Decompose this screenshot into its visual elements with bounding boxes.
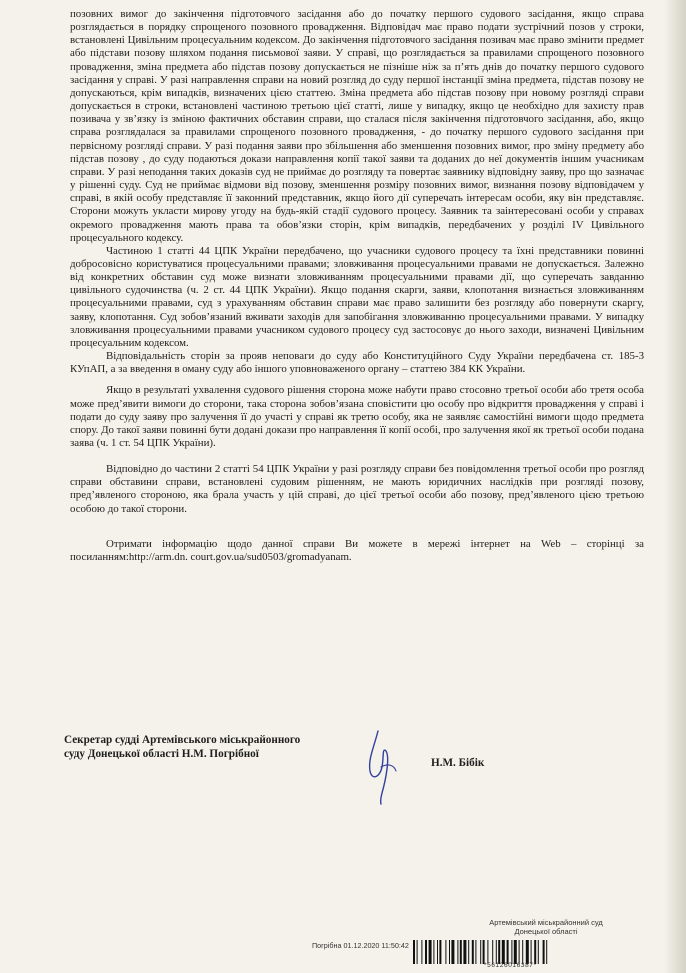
- barcode-bar: [531, 940, 532, 964]
- barcode-bar: [468, 940, 469, 964]
- handwritten-signature: [360, 727, 410, 805]
- signature-title-line-1: Секретар судді Артемівського міськрайонного: [64, 734, 301, 746]
- signature-title: [64, 733, 300, 761]
- barcode-bar: [522, 940, 523, 964]
- barcode-bar: [437, 940, 438, 964]
- barcode-bar: [421, 940, 422, 964]
- barcode-bar: [463, 940, 466, 964]
- barcode-bar: [483, 940, 485, 964]
- barcode-bar: [449, 940, 450, 964]
- paragraph-3: Відповідальність сторін за прояв неповаги до суду або Конституційного Суду України передбачена ст. 185-3 КУпАП, а за введення в оману суду або іншого уповноваженого органу – статтею 384 КК України.: [70, 350, 644, 376]
- signature-name: Н.М. Бібік: [431, 757, 485, 769]
- paragraph-2: Частиною 1 статті 44 ЦПК України передбачено, що учасники судового процесу та їхні представники повинні добросовісно користуватися процесуальними правами; зловживання процесуальними правами не допускається. Залежно від конкретних обставин суд може визнати зловживанням процесуальними правами дії, що суперечать завданню цивільного судочинства (ч. 2 ст. 44 ЦПК України). Якщо подання скарги, заяви, клопотання визнається зловживанням процесуальними правами, суд з урахуванням обставин справи має право залишити без розгляду або повернути скаргу, заяву, клопотання. Суд зобов’язаний вживати заходів для запобігання зловживанню процесуальними правами. У випадку зловживання процесуальними правами учасником судового процесу суд застосовує до нього заходи, визначені Цивільним процесуальним кодексом.: [70, 244, 644, 349]
- barcode-bar: [480, 940, 481, 964]
- barcode-bar: [534, 940, 536, 964]
- barcode-bar: [475, 940, 476, 964]
- signature-title-line-2: суду Донецької області Н.М. Погрібної: [64, 748, 259, 760]
- info-link-paragraph: Отримати інформацію щодо данної справи Ви можете в мережі інтернет на Web – сторінці за посиланням:http://arm.dn. court.gov.ua/sud0503/gromadyanam.: [70, 537, 644, 563]
- barcode-bar: [445, 940, 446, 964]
- barcode-bar: [472, 940, 474, 964]
- barcode-bar: [439, 940, 441, 964]
- barcode-bar: [425, 940, 427, 964]
- barcode-bar: [433, 940, 434, 964]
- print-timestamp: Погрібна 01.12.2020 11:50:42: [312, 941, 409, 950]
- barcode-bar: [519, 940, 520, 964]
- barcode-number: *56126016387*: [484, 962, 537, 969]
- barcode-bar: [492, 940, 493, 964]
- paragraph-5: Відповідно до частини 2 статті 54 ЦПК України у разі розгляду справи без повідомлення третьої особи про розгляд справи обставини справи, встановлені судовим рішенням, не мають юридичних наслідків при розгляді позову, пред’явленого стороною, яка брала участь у цій справі, до цієї третьої особи або позову, пред’явленого цією третьою особою до такої сторони.: [70, 463, 644, 515]
- barcode-bar: [543, 940, 545, 964]
- paragraph-4: Якщо в результаті ухвалення судового рішення сторона може набути право стосовно третьої особи або третя особа може пред’явити вимоги до сторони, така сторона зобов’язана сповістити цю особу про відкриття провадження у справі і подати до суду заяву про залучення її до участі у справі як третю особу, яка не заявляє самостійні вимоги щодо предмета спору. До такої заяви повинні бути додані докази про направлення її копії особі, про залучення якої як третьої особи подана заява (ч. 1 ст. 54 ЦПК України).: [70, 384, 644, 449]
- barcode-bar: [429, 940, 432, 964]
- barcode-bar: [511, 940, 512, 964]
- barcode-bar: [546, 940, 547, 964]
- barcode: [413, 940, 645, 964]
- barcode-bar: [526, 940, 529, 964]
- barcode-bar: [507, 940, 509, 964]
- paragraph-1: позовних вимог до закінчення підготовчого засідання або до початку першого судового засідання, якщо справа розглядається в порядку спрощеного позовного провадження. Відповідач має право подати зустрічний позов у строки, встановлені Цивільним процесуальним кодексом. До закінчення підготовчого засідання позивач має право змінити предмет або підстави позову шляхом подання письмової заяви. У справі, що розглядається за правилами спрощеного позовного провадження, зміна предмета або підстав позову допускається не пізніше ніж за п’ять днів до початку першого судового засідання у справі. У разі направлення справи на новий розгляд до суду першої інстанції зміна предмета, підстав позову не допускаються, крім випадків, визначених цією статтею. Зміна предмета або підстав позову при новому розгляді справи допускається в строки, встановлені частиною третьою цієї статті, лише у випадку, якщо це необхідно для захисту прав позивача у зв’язку із зміною фактичних обставин справи, що сталася після закінчення підготовчого засідання, або, якщо справа розглядалася за правилами спрощеного позовного провадження, - до початку першого судового засідання при первісному розгляді справи. У разі подання заяви про збільшення або зменшення позовних вимог, про зміну предмету або підстав позову , до суду подаються докази направлення копії такої заяви та доданих до неї документів іншим учасникам справи. У разі неподання таких доказів суд не приймає до розгляду та повертає заявнику відповідну заяву, про що зазначає у рішенні суду. Суд не приймає відмови від позову, зменшення розміру позовних вимог, визнання позову відповідачем у справі, в якій особу представляє її законний представник, якщо його дії суперечать інтересам особи, яку він представляє. Сторони можуть укласти мирову угоду на будь-якій стадії судового процесу. Заявник та заінтересовані особи у справах окремого провадження мають права та обов’язки сторін, крім випадків, передбачених у розділі IV Цивільного процесуального кодексу.: [70, 8, 644, 244]
- stamp-line-2: Донецької області: [514, 927, 578, 936]
- barcode-bar: [502, 940, 505, 964]
- barcode-bar: [538, 940, 539, 964]
- barcode-bar: [487, 940, 488, 964]
- barcode-bar: [417, 940, 418, 964]
- barcode-bar: [457, 940, 458, 964]
- barcode-bar: [460, 940, 462, 964]
- barcode-bar: [498, 940, 500, 964]
- barcode-bar: [451, 940, 454, 964]
- barcode-bar: [496, 940, 497, 964]
- barcode-bar: [413, 940, 415, 964]
- document-body: [70, 8, 644, 564]
- stamp-line-1: Артемівський міськрайонний суд: [489, 918, 603, 927]
- barcode-bar: [514, 940, 517, 964]
- signature-block: [64, 727, 664, 807]
